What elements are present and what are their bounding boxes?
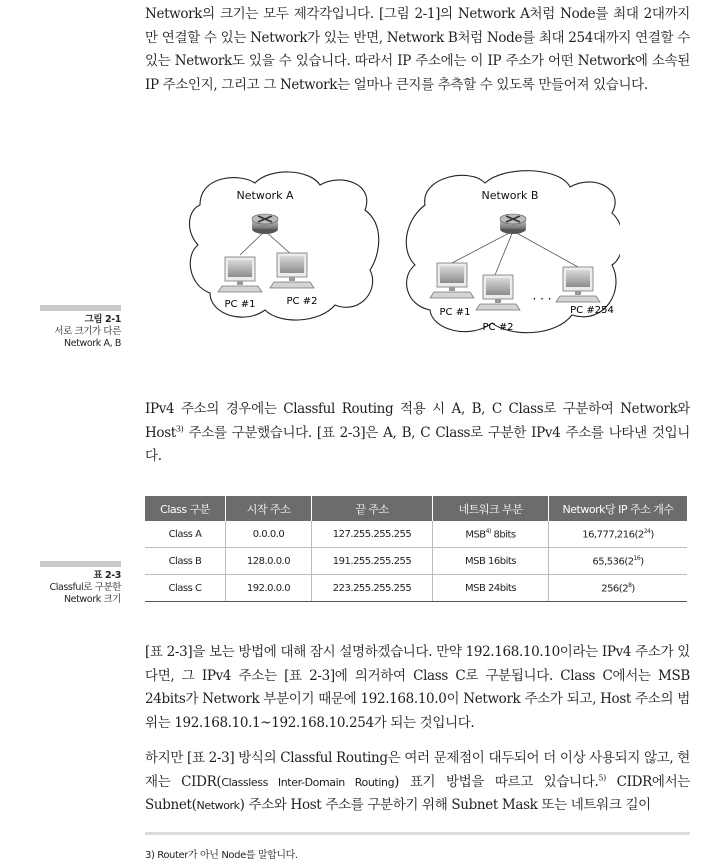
cell-start: 128.0.0.0 — [226, 548, 312, 575]
p2-text-b: 주소를 구분했습니다. [표 2-3]은 A, B, C Class로 구분한 IPv4 주소를 나타낸 것입니다. — [145, 424, 690, 464]
network-a-label: Network A — [236, 189, 294, 202]
header-class: Class 구분 — [145, 496, 226, 521]
pc-a1-label: PC #1 — [224, 299, 256, 310]
cell-class: Class A — [145, 521, 226, 548]
header-end: 끝 주소 — [312, 496, 433, 521]
p4-network-word: Network — [196, 799, 240, 812]
p2-text-a: IPv4 주소의 경우에는 Classful Routing 적용 시 A, B, C Class로 구분하여 Network와 Host — [145, 401, 690, 441]
caption-bar — [40, 561, 121, 567]
cell-start: 192.0.0.0 — [226, 575, 312, 602]
table-row — [145, 548, 687, 575]
table-number: 표 2-3 — [93, 570, 121, 581]
cell-count: $65,536(2^{16})$ — [549, 548, 688, 575]
table-row — [145, 575, 687, 602]
pc-a2-label: PC #2 — [286, 296, 318, 307]
table-header-row — [145, 496, 687, 521]
p4-text-f: ) 주소와 Host 주소를 구분하기 위해 Subnet Mask 또는 네트워크 길이 — [239, 797, 651, 813]
p4-text-c: ) 표기 방법을 따르고 있습니다. — [394, 773, 599, 790]
p4-text-d: CIDR에서는 Subnet( — [145, 773, 690, 813]
footnote-divider — [145, 832, 690, 835]
footnote-ref-3: 3) — [175, 424, 184, 433]
paragraph-4 — [145, 747, 690, 818]
cell-end: 223.255.255.255 — [312, 575, 433, 602]
table-caption-text: Classful로 구분한 Network 크기 — [49, 582, 121, 605]
intro-paragraph: Network의 크기는 모두 제각각입니다. [그림 2-1]의 Network A처럼 Node를 최대 2대까지만 연결할 수 있는 Network가 있는 반면, Network B처럼 Node를 최대 254대까지 연결할 수 있는 Network도 있을 수 있습니다. 따라서 IP 주소에는 이 IP 주소가 어떤 Network에 소속된 IP 주소인지, 그리고 그 Network는 얼마나 큰지를 추측할 수 있도록 만들어져 있습니다. — [145, 6, 690, 93]
network-diagram — [180, 165, 620, 345]
figure-caption — [40, 305, 121, 350]
cell-class: Class C — [145, 575, 226, 602]
cell-count: $16,777,216(2^{24})$ — [549, 521, 688, 548]
ellipsis: · · · — [532, 292, 552, 306]
p4-cidr-expansion: Classless Inter-Domain Routing — [221, 775, 395, 789]
paragraph-3: [표 2-3]을 보는 방법에 대해 잠시 설명하겠습니다. 만약 192.168.10.10이라는 IPv4 주소가 있다면, 그 IPv4 주소는 [표 2-3]에 의거하여 Class C로 구분됩니다. Class C에서는 MSB 24bits가 Network 부분이기 때문에 192.168.10.0이 Network 주소가 되고, Host 주소의 범위는 192.168.10.1~192.168.10.254가 되는 것입니다. — [145, 644, 690, 731]
classful-table — [145, 496, 687, 602]
header-count: Network당 IP 주소 개수 — [549, 496, 688, 521]
footnote-ref-5: 5) — [598, 773, 606, 782]
cell-start: 0.0.0.0 — [226, 521, 312, 548]
p4-text-a: 하지만 [표 2-3] 방식의 Classful Routing은 여러 문제점이 대두되어 더 이상 사용되지 않고, 현재는 CIDR( — [145, 750, 690, 790]
cell-network-part: MSB 24bits — [433, 575, 549, 602]
pc-a1-icon — [218, 257, 262, 292]
cell-end: 127.255.255.255 — [312, 521, 433, 548]
pc-a2-icon — [270, 253, 314, 288]
cell-end: 191.255.255.255 — [312, 548, 433, 575]
caption-bar — [40, 305, 121, 311]
header-network-part: 네트워크 부분 — [433, 496, 549, 521]
pc-b2-label: PC #2 — [482, 322, 514, 333]
cell-network-part: MSB 16bits — [433, 548, 549, 575]
cell-network-part: MSB$^{4)}$ 8bits — [433, 521, 549, 548]
header-start: 시작 주소 — [226, 496, 312, 521]
paragraph-2 — [145, 398, 690, 469]
pc-b254-label: PC #254 — [570, 305, 614, 316]
figure-number: 그림 2-1 — [84, 314, 121, 325]
cell-count: $256(2^8)$ — [549, 575, 688, 602]
pc-b1-label: PC #1 — [439, 307, 471, 318]
table-row — [145, 521, 687, 548]
table-caption — [40, 561, 121, 606]
figure-caption-text: 서로 크기가 다른 Network A, B — [54, 326, 121, 349]
pc-b1-icon — [430, 263, 474, 298]
cell-class: Class B — [145, 548, 226, 575]
footnote-3: 3) Router가 아닌 Node를 말합니다. — [145, 850, 298, 861]
network-b-label: Network B — [481, 189, 539, 202]
